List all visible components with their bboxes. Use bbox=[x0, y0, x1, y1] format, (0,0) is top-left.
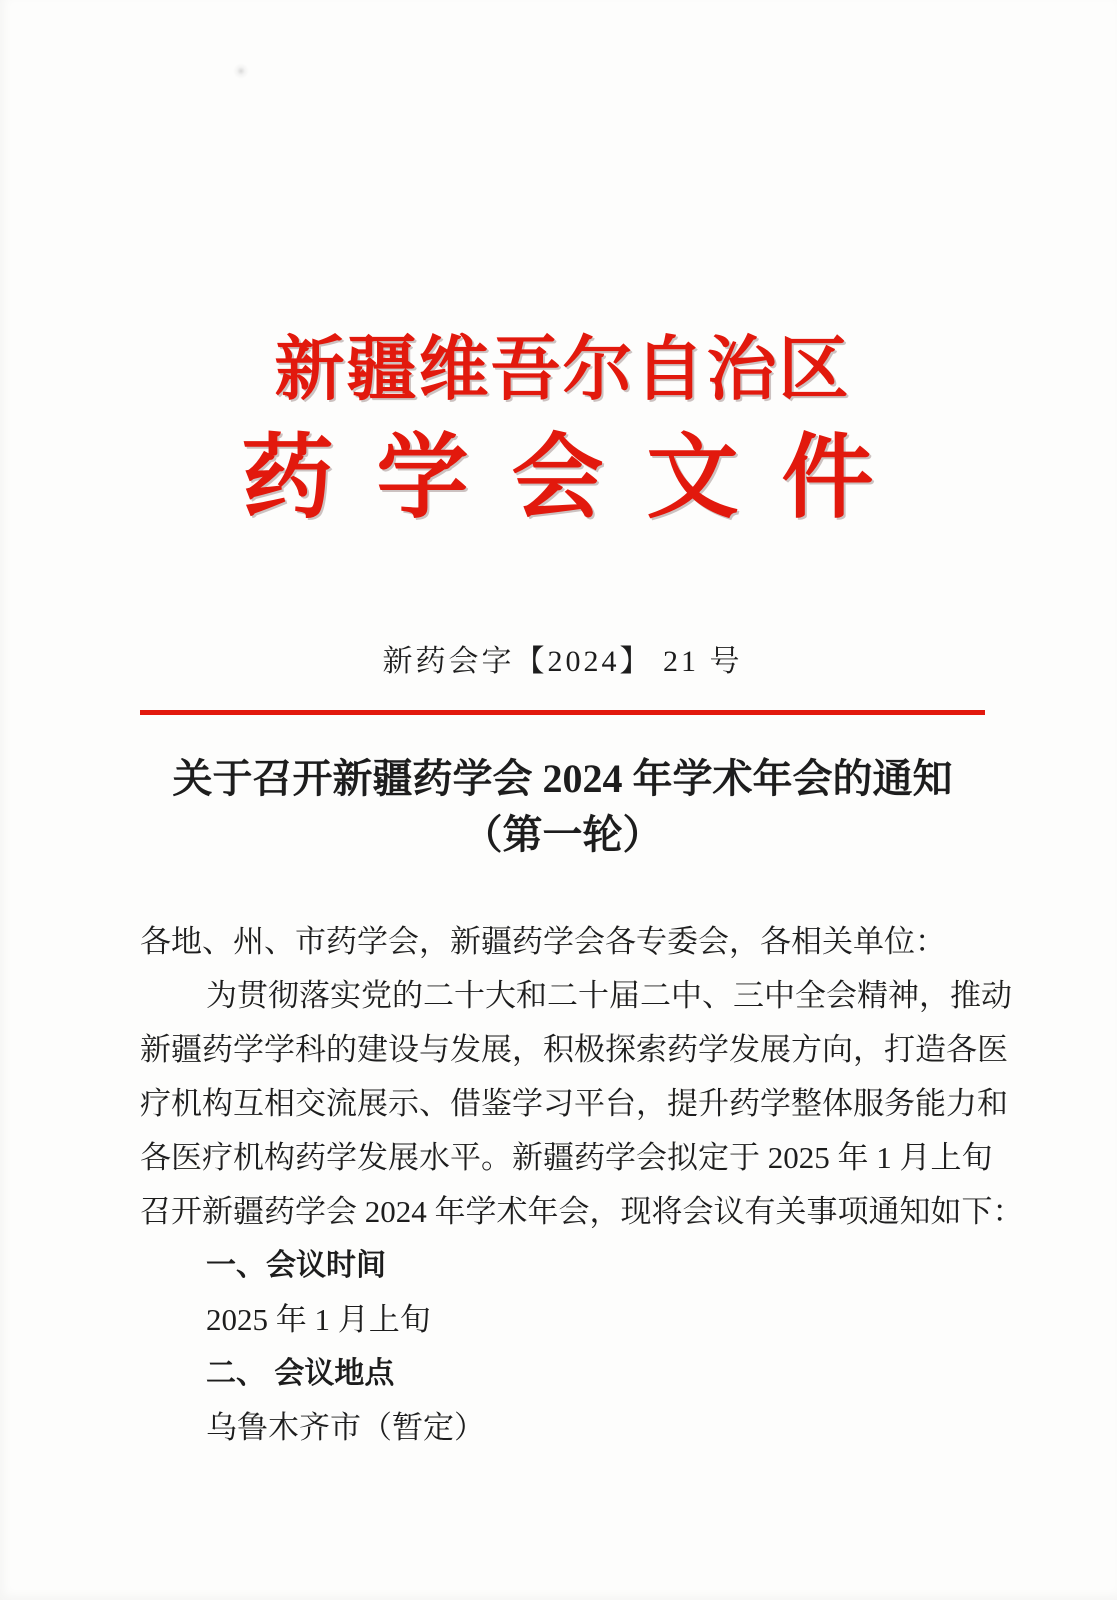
letterhead-doctype-line: 药 学 会 文 件 bbox=[241, 427, 884, 529]
paragraph-line: 疗机构互相交流展示、借鉴学习平台，提升药学整体服务能力和 bbox=[140, 1086, 1008, 1121]
document-title-line1: 关于召开新疆药学会 2024 年学术年会的通知 bbox=[172, 756, 953, 801]
letterhead-org-line: 新疆维吾尔自治区 bbox=[274, 332, 851, 409]
section-1-content: 2025 年 1 月上旬 bbox=[206, 1302, 431, 1337]
paragraph-line: 新疆药学学科的建设与发展，积极探索药学发展方向，打造各医 bbox=[140, 1032, 1008, 1067]
salutation-line: 各地、州、市药学会，新疆药学会各专委会，各相关单位： bbox=[140, 924, 946, 959]
paragraph-line: 召开新疆药学会 2024 年学术年会，现将会议有关事项通知如下： bbox=[140, 1194, 1024, 1229]
paragraph-line: 各医疗机构药学发展水平。新疆药学会拟定于 2025 年 1 月上旬 bbox=[140, 1140, 993, 1175]
section-2-heading: 二、 会议地点 bbox=[206, 1357, 395, 1390]
red-divider-rule bbox=[140, 710, 985, 715]
section-2-content: 乌鲁木齐市（暂定） bbox=[206, 1410, 485, 1445]
scan-artifact-mark bbox=[233, 63, 249, 79]
letterhead bbox=[140, 0, 985, 529]
document-title-line2: （第一轮） bbox=[462, 812, 663, 857]
doc-number: 新药会字【2024】 21 号 bbox=[382, 645, 743, 678]
section-1-heading: 一、会议时间 bbox=[206, 1249, 386, 1282]
document-body bbox=[140, 915, 1024, 1455]
document-title bbox=[140, 751, 985, 863]
paragraph-line: 为贯彻落实党的二十大和二十届二中、三中全会精神，推动 bbox=[206, 978, 1012, 1013]
